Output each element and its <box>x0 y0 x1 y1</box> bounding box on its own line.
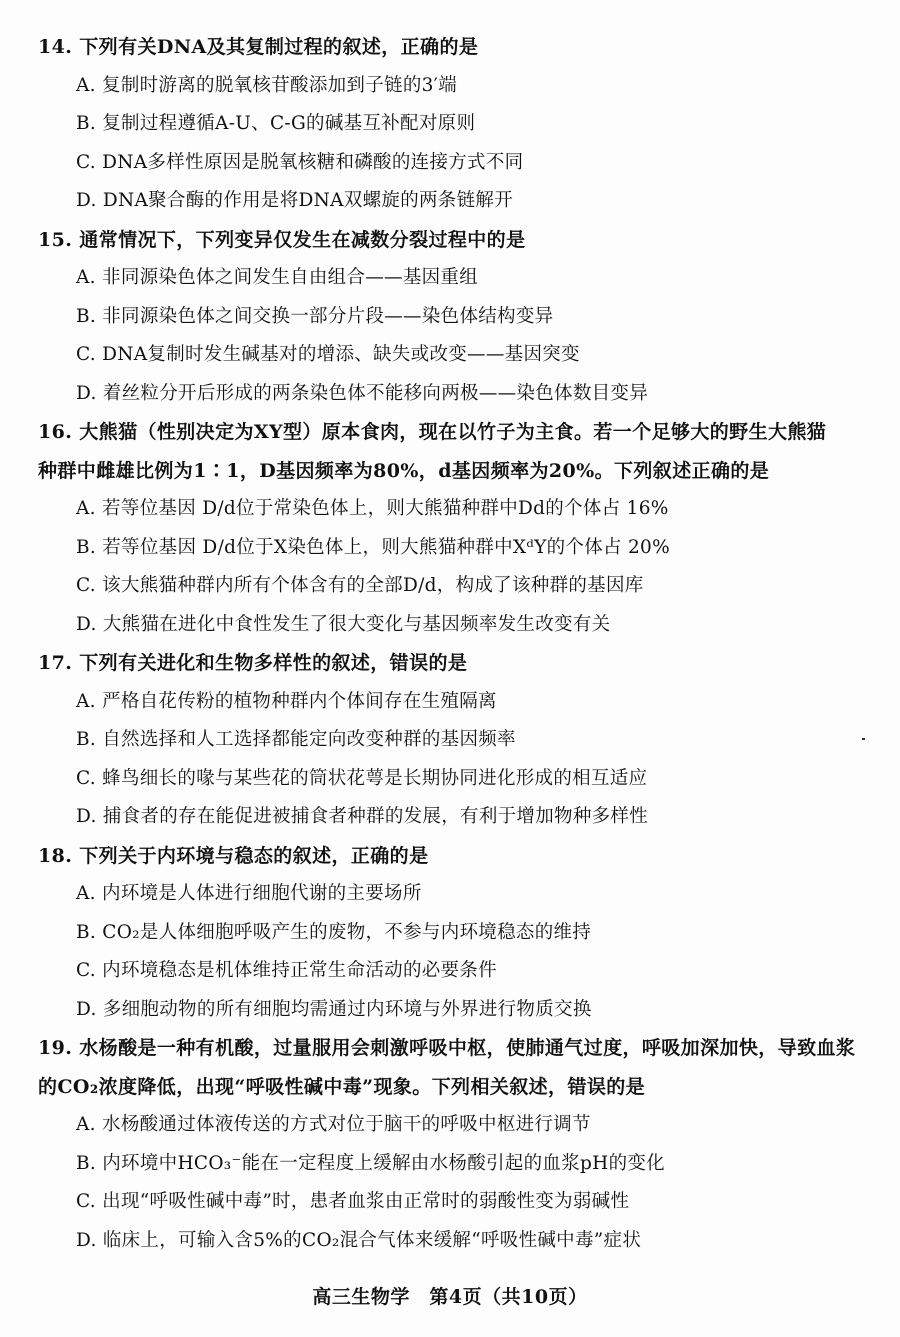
question-14 <box>38 28 878 221</box>
option-b: B. 复制过程遵循A-U、C-G的碱基互补配对原则 <box>76 113 476 134</box>
stem-line: 16. 大熊猫（性别决定为XY型）原本食肉，现在以竹子为主食。若一个足够大的野生大熊猫 <box>38 421 827 443</box>
stem-continuation: 种群中雌雄比例为1∶1，D基因频率为80%，d基因频率为20%。下列叙述正确的是 <box>38 459 770 482</box>
option-b: B. 非同源染色体之间交换一部分片段——染色体结构变异 <box>76 305 554 327</box>
option-d: D. 着丝粒分开后形成的两条染色体不能移向两极——染色体数目变异 <box>76 382 649 404</box>
option-a: A. 内环境是人体进行细胞代谢的主要场所 <box>76 883 422 904</box>
question-list <box>38 28 878 1260</box>
scan-speck <box>862 738 865 740</box>
question-stem <box>38 28 878 67</box>
option-a: A. 若等位基因 D/d位于常染色体上，则大熊猫种群中Dd的个体占 16% <box>76 498 669 519</box>
page-footer: 高三生物学 第4页（共10页） <box>312 1286 588 1308</box>
question-19 <box>38 1029 878 1260</box>
stem-line: 18. 下列关于内环境与稳态的叙述，正确的是 <box>38 844 429 867</box>
option-d: D. 多细胞动物的所有细胞均需通过内环境与外界进行物质交换 <box>76 998 592 1020</box>
question-stem <box>38 837 878 876</box>
option-c: C. 该大熊猫种群内所有个体含有的全部D/d，构成了该种群的基因库 <box>76 575 644 596</box>
option-a: A. 复制时游离的脱氧核苷酸添加到子链的3′端 <box>76 74 457 96</box>
option-d: D. DNA聚合酶的作用是将DNA双螺旋的两条链解开 <box>76 190 513 211</box>
stem-line: 15. 通常情况下，下列变异仅发生在减数分裂过程中的是 <box>38 228 526 251</box>
option-c: C. 出现“呼吸性碱中毒”时，患者血浆由正常时的弱酸性变为弱碱性 <box>76 1191 630 1212</box>
question-17 <box>38 644 878 837</box>
stem-line: 17. 下列有关进化和生物多样性的叙述，错误的是 <box>38 652 468 674</box>
option-a: A. 水杨酸通过体液传送的方式对位于脑干的呼吸中枢进行调节 <box>76 1114 591 1135</box>
option-a: A. 严格自花传粉的植物种群内个体间存在生殖隔离 <box>76 690 497 712</box>
option-b: B. 自然选择和人工选择都能定向改变种群的基因频率 <box>76 729 516 750</box>
option-a: A. 非同源染色体之间发生自由组合——基因重组 <box>76 267 479 288</box>
option-c: C. DNA复制时发生碱基对的增添、缺失或改变——基因突变 <box>76 344 580 365</box>
option-d: D. 捕食者的存在能促进被捕食者种群的发展，有利于增加物种多样性 <box>76 806 649 827</box>
stem-continuation: 的CO₂浓度降低，出现“呼吸性碱中毒”现象。下列相关叙述，错误的是 <box>38 1075 646 1098</box>
question-stem <box>38 413 878 490</box>
question-stem <box>38 1029 878 1106</box>
option-d: D. 临床上，可输入含5%的CO₂混合气体来缓解“呼吸性碱中毒”症状 <box>76 1229 642 1251</box>
option-b: B. CO₂是人体细胞呼吸产生的废物，不参与内环境稳态的维持 <box>76 921 592 943</box>
option-b: B. 若等位基因 D/d位于X染色体上，则大熊猫种群中XᵈY的个体占 20% <box>76 536 670 558</box>
option-c: C. DNA多样性原因是脱氧核糖和磷酸的连接方式不同 <box>76 151 524 173</box>
stem-line: 14. 下列有关DNA及其复制过程的叙述，正确的是 <box>38 36 479 58</box>
question-stem <box>38 221 878 260</box>
option-b: B. 内环境中HCO₃⁻能在一定程度上缓解由水杨酸引起的血浆pH的变化 <box>76 1152 665 1174</box>
question-18 <box>38 837 878 1030</box>
option-c: C. 内环境稳态是机体维持正常生命活动的必要条件 <box>76 960 497 981</box>
option-d: D. 大熊猫在进化中食性发生了很大变化与基因频率发生改变有关 <box>76 613 611 635</box>
stem-line: 19. 水杨酸是一种有机酸，过量服用会刺激呼吸中枢，使肺通气过度，呼吸加深加快，导致血浆 <box>38 1037 856 1059</box>
question-15 <box>38 221 878 414</box>
question-16 <box>38 413 878 644</box>
option-c: C. 蜂鸟细长的喙与某些花的筒状花萼是长期协同进化形成的相互适应 <box>76 767 648 789</box>
question-stem <box>38 644 878 683</box>
